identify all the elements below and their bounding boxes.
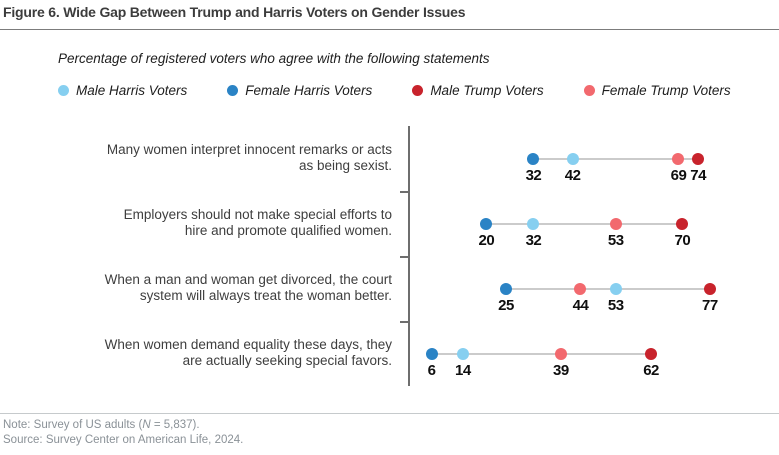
data-value-label: 74	[690, 167, 706, 184]
chart-row	[0, 191, 779, 256]
row-tick	[400, 321, 409, 323]
data-dot-female_harris	[426, 348, 438, 360]
legend-label: Male Harris Voters	[76, 83, 188, 98]
row-plot	[408, 126, 779, 191]
data-value-label: 14	[455, 362, 471, 379]
legend-item-male_trump	[412, 83, 543, 98]
data-dot-female_trump	[610, 218, 622, 230]
connector-line	[506, 288, 710, 290]
chart-rows	[0, 126, 779, 386]
row-plot	[408, 256, 779, 321]
data-value-label: 6	[427, 362, 436, 379]
legend-dot-icon	[58, 85, 69, 96]
data-value-label: 32	[525, 232, 542, 249]
data-dot-female_harris	[527, 153, 539, 165]
data-dot-male_trump	[704, 283, 716, 295]
legend-dot-icon	[227, 85, 238, 96]
row-tick	[400, 256, 409, 258]
legend-label: Female Trump Voters	[601, 83, 731, 98]
row-tick	[400, 191, 409, 193]
statement-line: are actually seeking special favors.	[182, 352, 392, 368]
data-value-label: 62	[643, 362, 659, 379]
data-dot-female_harris	[500, 283, 512, 295]
data-dot-male_harris	[527, 218, 539, 230]
data-dot-female_harris	[480, 218, 492, 230]
title-divider	[0, 29, 779, 30]
data-dot-male_harris	[567, 153, 579, 165]
data-value-label: 25	[498, 297, 514, 314]
note-prefix: Note: Survey of US adults (	[3, 419, 143, 431]
figure-subtitle: Percentage of registered voters who agree with the following statements	[58, 51, 490, 66]
statement-label	[0, 337, 392, 369]
statement-line: hire and promote qualified women.	[184, 222, 392, 238]
legend-dot-icon	[584, 85, 595, 96]
data-dot-female_trump	[555, 348, 567, 360]
data-value-label: 42	[564, 167, 581, 184]
statement-label	[0, 142, 392, 174]
statement-label	[0, 207, 392, 239]
connector-line	[486, 223, 682, 225]
legend-dot-icon	[412, 85, 423, 96]
data-value-label: 32	[525, 167, 542, 184]
data-dot-female_trump	[672, 153, 684, 165]
figure-header	[0, 0, 779, 20]
statement-line: as being sexist.	[298, 157, 392, 173]
statement-line: Many women interpret innocent remarks or acts	[106, 141, 392, 157]
data-value-label: 39	[553, 362, 569, 379]
figure-footer	[0, 413, 779, 447]
data-value-label: 53	[607, 232, 624, 249]
statement-label	[0, 272, 392, 304]
data-dot-male_harris	[610, 283, 622, 295]
data-dot-male_trump	[645, 348, 657, 360]
legend-label: Male Trump Voters	[430, 83, 544, 98]
data-value-label: 20	[478, 232, 495, 249]
statement-line: When women demand equality these days, they	[104, 336, 392, 352]
statement-line: system will always treat the woman better.	[139, 287, 392, 303]
row-plot	[408, 321, 779, 386]
row-plot	[408, 191, 779, 256]
data-dot-male_harris	[457, 348, 469, 360]
chart-row	[0, 256, 779, 321]
legend-item-male_harris	[58, 83, 187, 98]
chart-row	[0, 126, 779, 191]
figure-title: Figure 6. Wide Gap Between Trump and Harris Voters on Gender Issues	[3, 4, 466, 20]
data-value-label: 53	[607, 297, 624, 314]
legend-item-female_harris	[227, 83, 372, 98]
data-value-label: 70	[674, 232, 691, 249]
dot-plot-chart	[0, 126, 779, 386]
data-value-label: 77	[701, 297, 718, 314]
data-value-label: 44	[572, 297, 589, 314]
chart-row	[0, 321, 779, 386]
note-suffix: = 5,837).	[150, 419, 200, 431]
note-n: N	[142, 419, 151, 431]
data-dot-female_trump	[574, 283, 586, 295]
legend-label: Female Harris Voters	[245, 83, 373, 98]
data-value-label: 69	[670, 167, 687, 184]
statement-line: Employers should not make special efforts to	[123, 206, 392, 222]
legend	[58, 83, 779, 98]
data-dot-male_trump	[692, 153, 704, 165]
data-dot-male_trump	[676, 218, 688, 230]
legend-item-female_trump	[584, 83, 731, 98]
note-text	[3, 418, 779, 433]
statement-line: When a man and woman get divorced, the court	[104, 271, 392, 287]
source-text: Source: Survey Center on American Life, 2024.	[3, 433, 244, 446]
